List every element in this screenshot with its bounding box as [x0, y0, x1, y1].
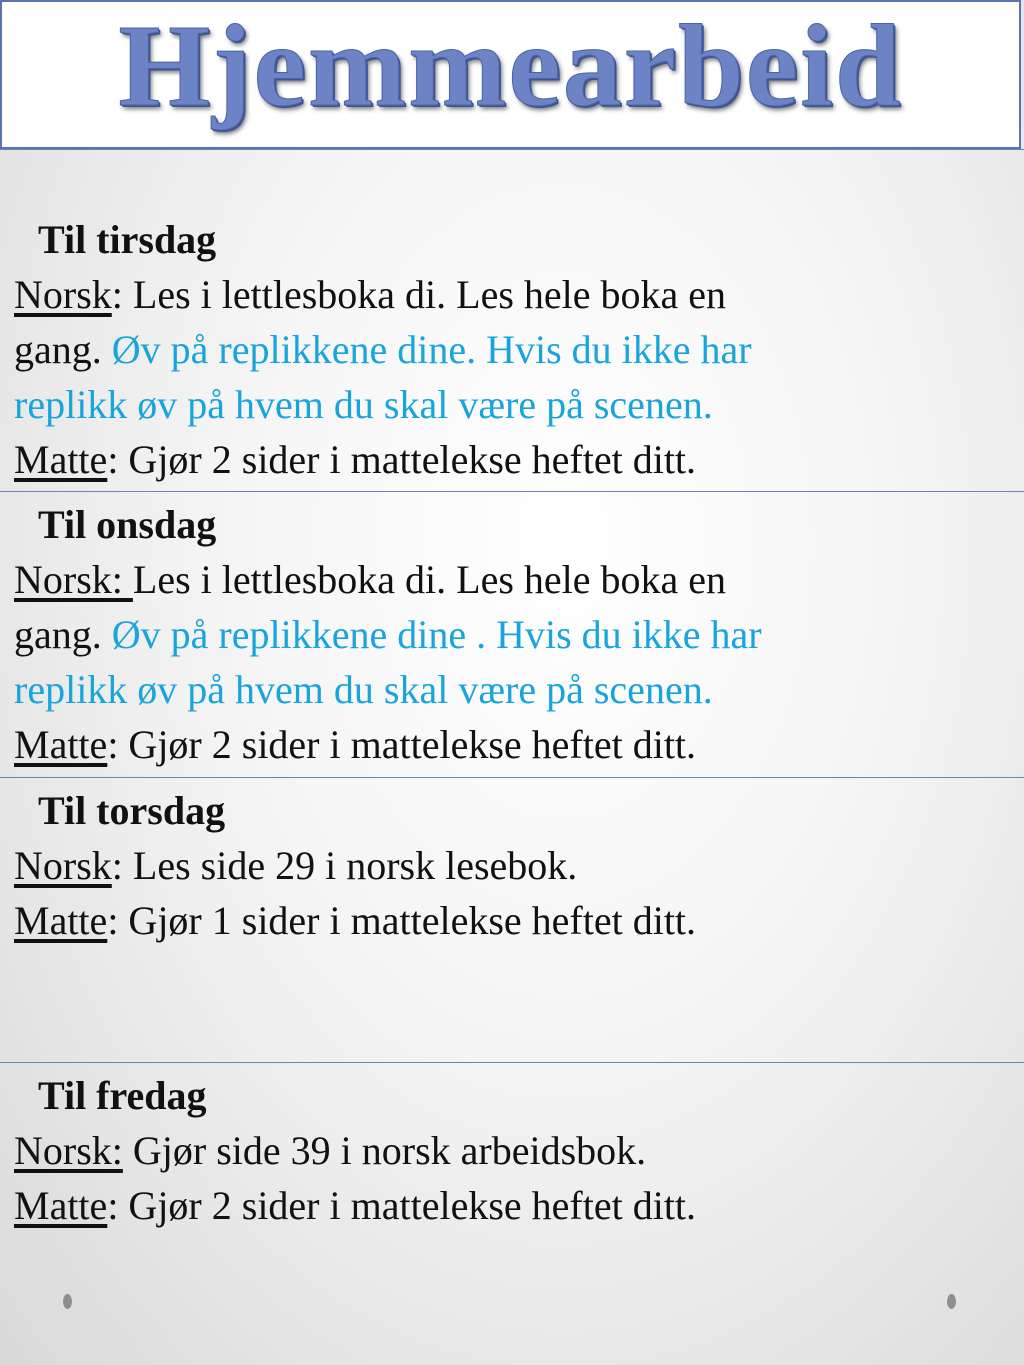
- day-heading: Til onsdag: [38, 502, 217, 547]
- matte-line: [14, 717, 1014, 772]
- decorative-dot-right: [947, 1294, 956, 1309]
- norsk-line-2: [14, 607, 1014, 662]
- norsk-text: Gjør side 39 i norsk arbeidsbok.: [122, 1128, 647, 1173]
- norsk-highlight-2: replikk øv på hvem du skal være på scenen.: [14, 667, 713, 712]
- matte-line: [14, 432, 1014, 487]
- matte-text: : Gjør 1 sider i mattelekse heftet ditt.: [107, 898, 697, 943]
- day-heading: Til tirsdag: [38, 217, 217, 262]
- norsk-line: [14, 267, 1014, 322]
- title-box: [0, 0, 1021, 149]
- norsk-line: [14, 552, 1014, 607]
- section-onsdag: [0, 492, 1024, 778]
- norsk-text: Les i lettlesboka di. Les hele boka en: [132, 557, 727, 602]
- subject-norsk: Norsk:: [14, 557, 133, 602]
- section-fredag: [0, 1063, 1024, 1365]
- norsk-line: [14, 1123, 1014, 1178]
- matte-text: : Gjør 2 sider i mattelekse heftet ditt.: [107, 437, 697, 482]
- norsk-text-2: gang.: [14, 612, 112, 657]
- norsk-highlight-1: Øv på replikkene dine . Hvis du ikke har: [111, 612, 762, 657]
- norsk-separator: :: [111, 272, 123, 317]
- norsk-highlight-2: replikk øv på hvem du skal være på scenen.: [14, 382, 713, 427]
- norsk-line: [14, 838, 1014, 893]
- matte-text: : Gjør 2 sider i mattelekse heftet ditt.: [107, 722, 697, 767]
- subject-norsk: Norsk:: [14, 1128, 123, 1173]
- matte-line: [14, 893, 1014, 948]
- page-title: Hjemmearbeid: [118, 0, 903, 131]
- day-heading: Til torsdag: [38, 788, 226, 833]
- section-torsdag: [0, 778, 1024, 1063]
- norsk-text: Les i lettlesboka di. Les hele boka en: [122, 272, 727, 317]
- subject-norsk: Norsk: [14, 843, 112, 888]
- matte-line: [14, 1178, 1014, 1233]
- subject-matte: Matte: [14, 1183, 108, 1228]
- subject-matte: Matte: [14, 898, 108, 943]
- norsk-text-2: gang.: [14, 327, 112, 372]
- day-heading: Til fredag: [38, 1073, 207, 1118]
- matte-text: : Gjør 2 sider i mattelekse heftet ditt.: [107, 1183, 697, 1228]
- subject-matte: Matte: [14, 437, 108, 482]
- norsk-text: : Les side 29 i norsk lesebok.: [111, 843, 578, 888]
- subject-norsk: Norsk: [14, 272, 112, 317]
- section-tirsdag: [0, 149, 1024, 492]
- norsk-highlight-1: Øv på replikkene dine. Hvis du ikke har: [111, 327, 752, 372]
- decorative-dot-left: [63, 1294, 72, 1309]
- norsk-line-2: [14, 322, 1014, 377]
- subject-matte: Matte: [14, 722, 108, 767]
